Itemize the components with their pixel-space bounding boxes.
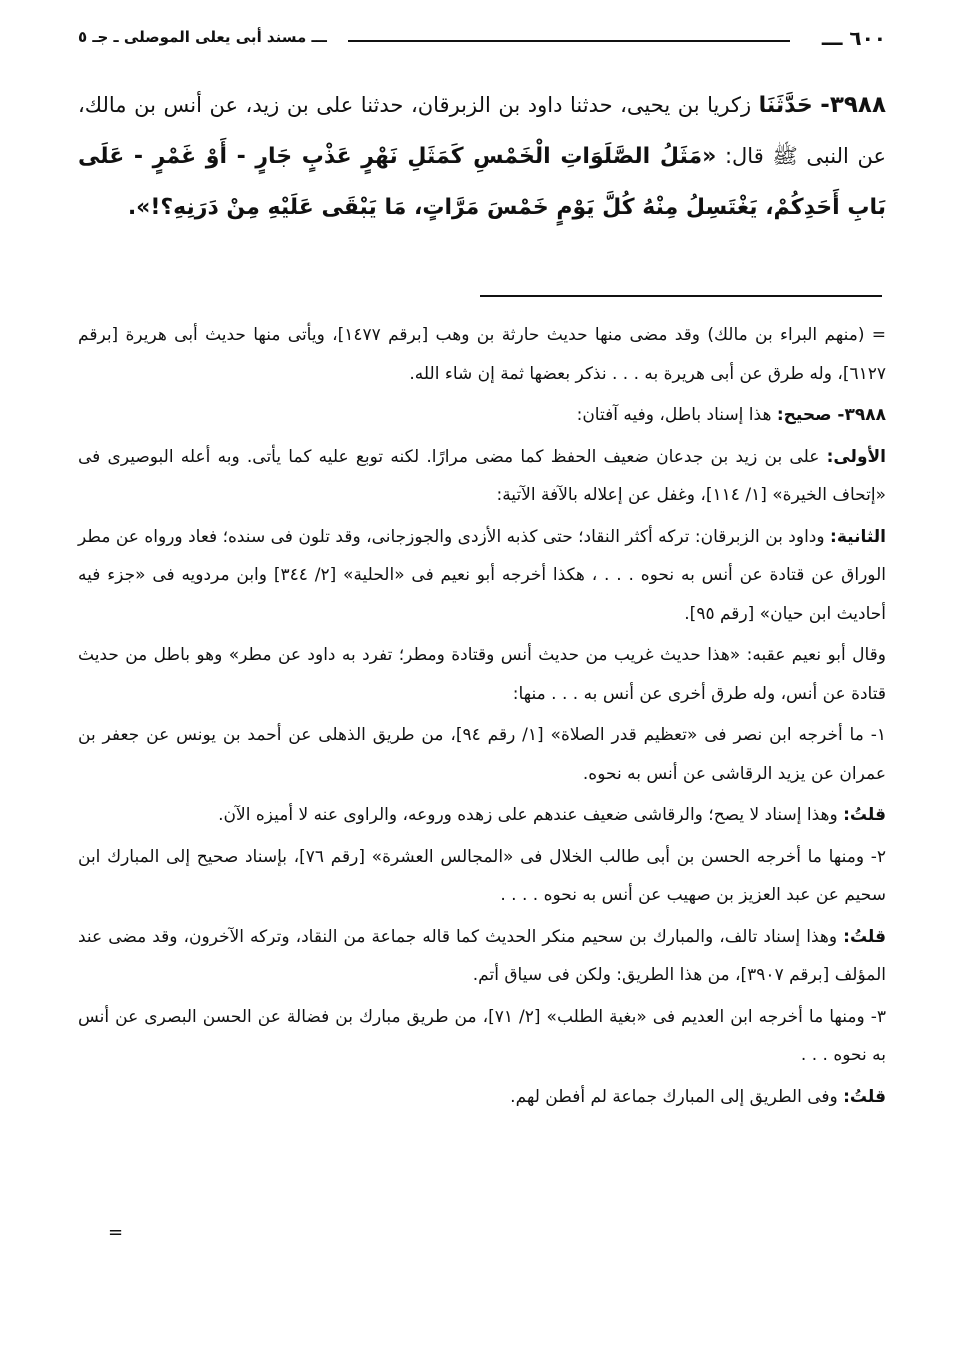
note-comment-2 <box>78 918 886 995</box>
note-comment-1-label: قلتُ: <box>843 805 886 825</box>
note-second-text: وداود بن الزبرقان: تركه أكثر النقاد؛ حتى كذبه الأزدى والجوزجانى، وقد تلون فى سنده؛ فعاد ورواه عن مطر الوراق عن قتادة عن أنس به نحوه . . . ، هكذا أخرجه أبو نعيم فى «الحلية» [٢/ ٣٤٤] وابن مردويه فى «جزء فيه أحاديث ابن حيان» [رقم ٩٥]. <box>78 526 886 624</box>
hadith-matn: «مَثَلُ الصَّلَوَاتِ الْخَمْسِ كَمَثَلِ نَهْرٍ عَذْبٍ جَارٍ - أَوْ غَمْرٍ - عَلَى بَابِ أَحَدِكُمْ، يَغْتَسِلُ مِنْهُ كُلَّ يَوْمٍ خَمْسَ مَرَّاتٍ، مَا يَبْقَى عَلَيْهِ مِنْ دَرَنِهِ؟!». <box>78 144 886 220</box>
note-grading <box>78 396 886 435</box>
note-first-text: على بن زيد بن جدعان ضعيف الحفظ كما مضى مرارًا. لكنه توبع عليه كما يأتى. وبه أعله البوصيرى فى «إتحاف الخيرة» [١/ ١١٤]، وغفل عن إعلاله بالآفة الآتية: <box>78 446 886 505</box>
note-continuation: = (منهم البراء بن مالك) وقد مضى منها حديث حارثة بن وهب [برقم ١٤٧٧]، ويأتى منها حديث أبى هريرة [برقم ٦١٢٧]، وله طرق عن أبى هريرة به . . . نذكر بعضها ثمة إن شاء الله. <box>78 325 887 384</box>
note-comment-3-label: قلتُ: <box>843 1086 886 1107</box>
note-comment-1-text: وهذا إسناد لا يصح؛ والرقاشى ضعيف عندهم على زهده وروعه، والراوى عنه لا أميزه الآن. <box>218 805 838 825</box>
book-title: ـــ مسند أبى يعلى الموصلى ـ جـ ٥ <box>78 28 327 46</box>
note-comment-3 <box>78 1078 886 1117</box>
note-path-1: ١- ما أخرجه ابن نصر فى «تعظيم قدر الصلاة» [١/ رقم ٩٤]، من طريق الذهلى عن أحمد بن يونس عن جعفر بن عمران عن يزيد الرقاشى عن أنس به نحوه. <box>78 725 887 784</box>
footnote-separator <box>480 295 882 297</box>
note-path-2: ٢- ومنها ما أخرجه الحسن بن أبى طالب الخلال فى «المجالس العشرة» [رقم ٧٦]، بإسناد صحيح إلى المبارك ابن سحيم عن عبد العزيز بن صهيب عن أنس به نحوه . . . . <box>78 846 886 905</box>
header-rule <box>348 40 790 42</box>
note-grading-label: ٣٩٨٨- صحيح: <box>776 405 886 425</box>
note-second-label: الثانية: <box>830 526 886 547</box>
hadith-text <box>78 80 886 233</box>
note-abu-nuaym: وقال أبو نعيم عقبه: «هذا حديث غريب من حديث أنس وقتادة ومطر؛ تفرد به داود عن مطر» وهو باطل من حديث قتادة عن أنس، وله طرق أخرى عن أنس به . . . منها: <box>78 645 886 704</box>
page-number: ٦٠٠ ـــ <box>821 26 886 50</box>
note-path-3: ٣- ومنها ما أخرجه ابن العديم فى «بغية الطلب» [٢/ ٧١]، من طريق مبارك بن فضالة عن الحسن البصرى عن أنس به نحوه . . . <box>78 1006 886 1065</box>
footnotes <box>78 316 886 1116</box>
hadith-number: ٣٩٨٨- <box>820 92 886 118</box>
note-comment-2-label: قلتُ: <box>843 926 887 947</box>
hadith-opening: حَدَّثَنَا <box>758 93 813 118</box>
note-first-label: الأولى: <box>826 446 886 467</box>
note-first-defect <box>78 438 886 515</box>
note-comment-1 <box>78 796 886 835</box>
note-second-defect <box>78 518 886 634</box>
note-grading-text: هذا إسناد باطل، وفيه آفتان: <box>576 405 772 425</box>
note-comment-3-text: وفى الطريق إلى المبارك جماعة لم أفطن لهم. <box>510 1086 838 1107</box>
note-comment-2-text: وهذا إسناد تالف، والمبارك بن سحيم منكر الحديث كما قاله جماعة من النقاد، وتركه الآخرون، وقد مضى عند المؤلف [برقم ٣٩٠٧]، من هذا الطريق: ولكن فى سياق أتم. <box>78 926 886 985</box>
continuation-mark: = <box>108 1222 124 1243</box>
running-header <box>78 26 886 56</box>
hadith-isnad: زكريا بن يحيى، حدثنا داود بن الزبرقان، حدثنا على بن زيد، عن أنس بن مالك، عن النبى ﷺ قال: <box>78 93 886 168</box>
